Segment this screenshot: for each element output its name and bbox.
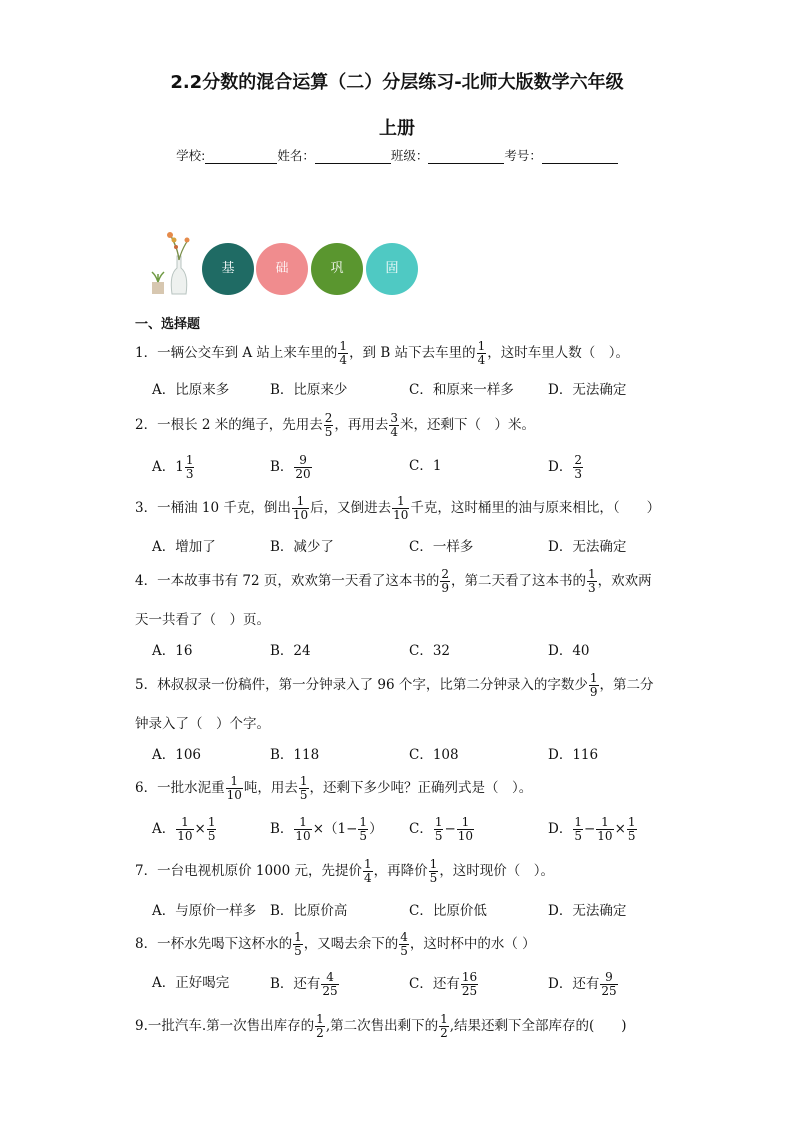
- fraction-denominator: 10: [295, 829, 311, 843]
- option-fraction: [207, 816, 217, 843]
- fraction-numerator: 1: [294, 816, 311, 830]
- option-text: D．还有: [548, 976, 600, 992]
- question-text: 8．一杯水先喝下这杯水的: [135, 936, 293, 952]
- question-fraction: [292, 495, 309, 522]
- option-text: A．与原价一样多: [152, 903, 257, 919]
- question-9: [135, 1013, 627, 1040]
- question-fraction: [389, 412, 399, 439]
- class-blank[interactable]: [428, 149, 504, 164]
- number-label: 考号：: [504, 148, 542, 163]
- fraction-denominator: 3: [588, 581, 596, 595]
- fraction-denominator: 5: [400, 944, 408, 958]
- fraction-numerator: 1: [440, 1012, 448, 1026]
- question-fraction: [315, 1013, 325, 1040]
- fraction-denominator: 5: [299, 788, 308, 802]
- option-text: A．1: [152, 459, 184, 475]
- option-A[interactable]: [152, 639, 192, 659]
- option-text: A．正好喝完: [152, 975, 230, 991]
- option-A[interactable]: [152, 378, 229, 398]
- fraction-numerator: 1: [392, 495, 409, 509]
- option-fraction: [627, 816, 637, 843]
- option-C[interactable]: [409, 971, 479, 998]
- option-fraction: [434, 816, 444, 843]
- fraction-denominator: 2: [316, 1026, 324, 1040]
- fraction-numerator: 2: [574, 453, 582, 467]
- question-text: 6．一批水泥重: [135, 780, 225, 796]
- question-text: ，还剩下多少吨？正确列式是（ ）。: [309, 780, 533, 796]
- fraction-numerator: 4: [321, 971, 338, 985]
- page-title-line2: 上册: [379, 118, 415, 139]
- question-fraction: [399, 931, 409, 958]
- name-label: 姓名：: [277, 148, 315, 163]
- option-B[interactable]: [270, 899, 347, 919]
- badge-chu: 础: [256, 243, 308, 295]
- option-D[interactable]: [548, 743, 598, 763]
- question-text: ，第二分: [599, 677, 654, 693]
- fraction-numerator: 9: [294, 454, 311, 468]
- question-4: [135, 568, 652, 595]
- fraction-denominator: 5: [434, 829, 443, 843]
- fraction-denominator: 9: [441, 581, 449, 595]
- fraction-denominator: 4: [339, 353, 348, 367]
- question-fraction: [392, 495, 409, 522]
- fraction-numerator: 1: [185, 453, 194, 467]
- option-C[interactable]: [409, 535, 473, 555]
- fraction-denominator: 5: [294, 944, 302, 958]
- question-text: 3．一桶油 10 千克，倒出: [135, 500, 291, 516]
- option-text: C．1: [409, 458, 442, 474]
- question-text: 9.一批汽车.第一次售出库存的: [135, 1018, 315, 1034]
- fraction-denominator: 10: [393, 508, 409, 522]
- fraction-numerator: 2: [441, 567, 449, 581]
- option-B[interactable]: [270, 639, 311, 659]
- question-text: ,第二次售出剩下的: [325, 1018, 439, 1034]
- option-fraction: [573, 454, 583, 481]
- option-fraction: [596, 816, 613, 843]
- question-text: ,结果还剩下全部库存的( ): [449, 1018, 627, 1034]
- option-A[interactable]: [152, 899, 256, 919]
- fraction-denominator: 5: [324, 425, 333, 439]
- question-text: 吨，用去: [243, 780, 298, 796]
- fraction-numerator: 1: [299, 774, 308, 788]
- name-blank[interactable]: [315, 149, 391, 164]
- option-text: −: [444, 821, 456, 837]
- question-fraction: [338, 340, 348, 367]
- option-text: A．: [152, 821, 176, 837]
- option-A[interactable]: [152, 454, 195, 481]
- option-D[interactable]: [548, 971, 619, 998]
- fraction-denominator: 9: [589, 685, 598, 699]
- option-fraction: [185, 454, 195, 481]
- option-text: C．还有: [409, 976, 460, 992]
- question-fraction: [440, 568, 450, 595]
- question-6: [135, 775, 532, 802]
- option-fraction: [176, 816, 193, 843]
- question-fraction: [587, 568, 597, 595]
- option-B[interactable]: [270, 454, 313, 481]
- option-text: B．: [270, 821, 294, 837]
- option-text: C．32: [409, 643, 451, 659]
- option-B[interactable]: [270, 816, 383, 843]
- option-C[interactable]: [409, 639, 450, 659]
- option-C[interactable]: [409, 454, 441, 474]
- option-A[interactable]: [152, 743, 201, 763]
- option-text: C．和原来一样多: [409, 382, 514, 398]
- question-text: ，这时杯中的水（ ）: [409, 936, 536, 952]
- student-info-row: [0, 146, 794, 164]
- question-4-line2: 天一共看了（ ）页。: [135, 612, 270, 628]
- question-text: 7．一台电视机原价 1000 元，先提价: [135, 863, 363, 879]
- option-text: A．16: [152, 643, 193, 659]
- fraction-denominator: 5: [429, 871, 438, 885]
- option-text: B．比原价高: [270, 903, 348, 919]
- fraction-denominator: 5: [359, 829, 368, 843]
- number-blank[interactable]: [542, 149, 618, 164]
- fraction-numerator: 1: [339, 339, 348, 353]
- fraction-numerator: 1: [434, 815, 443, 829]
- option-text: ×（1−: [312, 821, 358, 837]
- option-fraction: [457, 816, 474, 843]
- option-text: D．40: [548, 643, 590, 659]
- school-blank[interactable]: [205, 149, 277, 164]
- badge-ji: 基: [202, 243, 254, 295]
- question-text: ，第二天看了这本书的: [451, 573, 586, 589]
- fraction-numerator: 1: [226, 775, 243, 789]
- option-text: C．比原价低: [409, 903, 487, 919]
- fraction-numerator: 16: [461, 970, 478, 984]
- school-label: 学校:: [176, 148, 206, 163]
- option-text: D．: [548, 821, 573, 837]
- option-text: D．无法确定: [548, 539, 627, 555]
- question-2: [135, 412, 535, 439]
- question-fraction: [363, 858, 373, 885]
- question-text: ，再用去: [334, 417, 389, 433]
- question-fraction: [226, 775, 243, 802]
- question-text: 5．林叔叔录一份稿件，第一分钟录入了 96 个字，比第二分钟录入的字数少: [135, 677, 588, 693]
- question-fraction: [293, 931, 303, 958]
- option-text: ）: [369, 821, 383, 837]
- option-text: B．减少了: [270, 539, 334, 555]
- fraction-denominator: 10: [226, 788, 242, 802]
- option-text: C．一样多: [409, 539, 474, 555]
- badge-gong: 巩: [311, 243, 363, 295]
- fraction-denominator: 10: [457, 829, 474, 843]
- option-C[interactable]: [409, 378, 514, 398]
- option-fraction: [294, 816, 311, 843]
- fraction-denominator: 10: [597, 829, 613, 843]
- fraction-numerator: 4: [400, 930, 408, 944]
- option-fraction: [573, 816, 583, 843]
- fraction-denominator: 5: [627, 829, 636, 843]
- question-text: 千克，这时桶里的油与原来相比，（ ）: [410, 500, 661, 516]
- question-text: 2．一根长 2 米的绳子，先用去: [135, 417, 323, 433]
- question-text: ，欢欢两: [597, 573, 652, 589]
- question-text: 4．一本故事书有 72 页，欢欢第一天看了这本书的: [135, 573, 440, 589]
- fraction-denominator: 3: [185, 467, 194, 481]
- question-fraction: [324, 412, 334, 439]
- option-D[interactable]: [548, 454, 584, 481]
- option-text: A．增加了: [152, 539, 216, 555]
- option-text: A．106: [152, 747, 202, 763]
- fraction-numerator: 1: [627, 815, 636, 829]
- option-fraction: [600, 971, 617, 998]
- fraction-numerator: 1: [477, 339, 486, 353]
- question-text: ，这时车里人数（ ）。: [487, 345, 629, 361]
- option-fraction: [461, 971, 478, 998]
- fraction-denominator: 4: [390, 425, 399, 439]
- question-text: ，又喝去余下的: [303, 936, 399, 952]
- option-text: B．比原来少: [270, 382, 348, 398]
- option-C[interactable]: [409, 743, 459, 763]
- question-3: [135, 495, 660, 522]
- fraction-denominator: 20: [295, 467, 311, 481]
- fraction-numerator: 1: [429, 857, 438, 871]
- page-title-line1: 2.2分数的混合运算（二）分层练习-北师大版数学六年级: [170, 72, 624, 93]
- option-text: B．还有: [270, 976, 321, 992]
- fraction-numerator: 3: [390, 411, 399, 425]
- option-A[interactable]: [152, 971, 229, 991]
- fraction-numerator: 1: [574, 815, 582, 829]
- option-D[interactable]: [548, 535, 626, 555]
- fraction-numerator: 1: [176, 816, 193, 830]
- question-text: ，再降价: [373, 863, 428, 879]
- question-fraction: [429, 858, 439, 885]
- option-C[interactable]: [409, 899, 487, 919]
- fraction-numerator: 1: [294, 930, 302, 944]
- fraction-denominator: 5: [207, 829, 216, 843]
- fraction-numerator: 9: [600, 971, 617, 985]
- option-D[interactable]: [548, 639, 590, 659]
- option-D[interactable]: [548, 816, 638, 843]
- option-text: B．24: [270, 643, 311, 659]
- question-fraction: [589, 672, 599, 699]
- option-text: D．无法确定: [548, 382, 627, 398]
- option-text: ×: [614, 821, 626, 837]
- fraction-numerator: 2: [324, 411, 333, 425]
- question-fraction: [477, 340, 487, 367]
- fraction-denominator: 4: [364, 871, 372, 885]
- question-text: 1．一辆公交车到 A 站上来车里的: [135, 345, 338, 361]
- option-text: D．: [548, 459, 573, 475]
- question-text: 后，又倒进去: [310, 500, 392, 516]
- question-8: [135, 931, 536, 958]
- fraction-denominator: 25: [601, 984, 617, 998]
- option-B[interactable]: [270, 378, 347, 398]
- question-5-line2: 钟录入了（ ）个字。: [135, 716, 270, 732]
- section-heading: 一、选择题: [135, 317, 201, 332]
- question-fraction: [299, 775, 309, 802]
- option-A[interactable]: [152, 816, 217, 843]
- option-B[interactable]: [270, 535, 334, 555]
- option-text: B．: [270, 459, 294, 475]
- fraction-denominator: 10: [177, 829, 193, 843]
- fraction-numerator: 1: [316, 1012, 324, 1026]
- option-fraction: [294, 454, 311, 481]
- fraction-denominator: 5: [574, 829, 582, 843]
- question-text: ，到 B 站下去车里的: [349, 345, 476, 361]
- question-text: ，这时现价（ ）。: [439, 863, 555, 879]
- option-text: D．无法确定: [548, 903, 627, 919]
- question-1: [135, 340, 629, 367]
- option-text: B．118: [270, 747, 320, 763]
- fraction-numerator: 1: [589, 671, 598, 685]
- question-fraction: [439, 1013, 449, 1040]
- option-text: −: [583, 821, 596, 837]
- fraction-numerator: 1: [292, 495, 309, 509]
- option-text: D．116: [548, 747, 599, 763]
- fraction-numerator: 1: [207, 815, 216, 829]
- option-fraction: [321, 971, 338, 998]
- fraction-numerator: 1: [364, 857, 372, 871]
- option-B[interactable]: [270, 971, 340, 998]
- fraction-denominator: 2: [440, 1026, 448, 1040]
- question-text: 米，还剩下（ ）米。: [400, 417, 536, 433]
- fraction-denominator: 3: [574, 467, 582, 481]
- fraction-denominator: 25: [322, 984, 338, 998]
- question-5: [135, 672, 654, 699]
- class-label: 班级：: [390, 148, 429, 163]
- fraction-denominator: 10: [292, 508, 309, 522]
- option-D[interactable]: [548, 899, 626, 919]
- option-C[interactable]: [409, 816, 475, 843]
- option-fraction: [358, 816, 368, 843]
- question-7: [135, 858, 554, 885]
- option-B[interactable]: [270, 743, 319, 763]
- fraction-numerator: 1: [457, 816, 474, 830]
- fraction-numerator: 1: [359, 815, 368, 829]
- fraction-numerator: 1: [588, 567, 596, 581]
- fraction-numerator: 1: [596, 816, 613, 830]
- option-text: C．: [409, 821, 433, 837]
- fraction-denominator: 25: [461, 984, 478, 998]
- badge-gu: 固: [366, 243, 418, 295]
- plant-vase-icon: [150, 230, 192, 296]
- option-text: C．108: [409, 747, 459, 763]
- option-text: A．比原来多: [152, 382, 230, 398]
- fraction-denominator: 4: [477, 353, 486, 367]
- option-A[interactable]: [152, 535, 216, 555]
- option-D[interactable]: [548, 378, 626, 398]
- option-text: ×: [194, 821, 206, 837]
